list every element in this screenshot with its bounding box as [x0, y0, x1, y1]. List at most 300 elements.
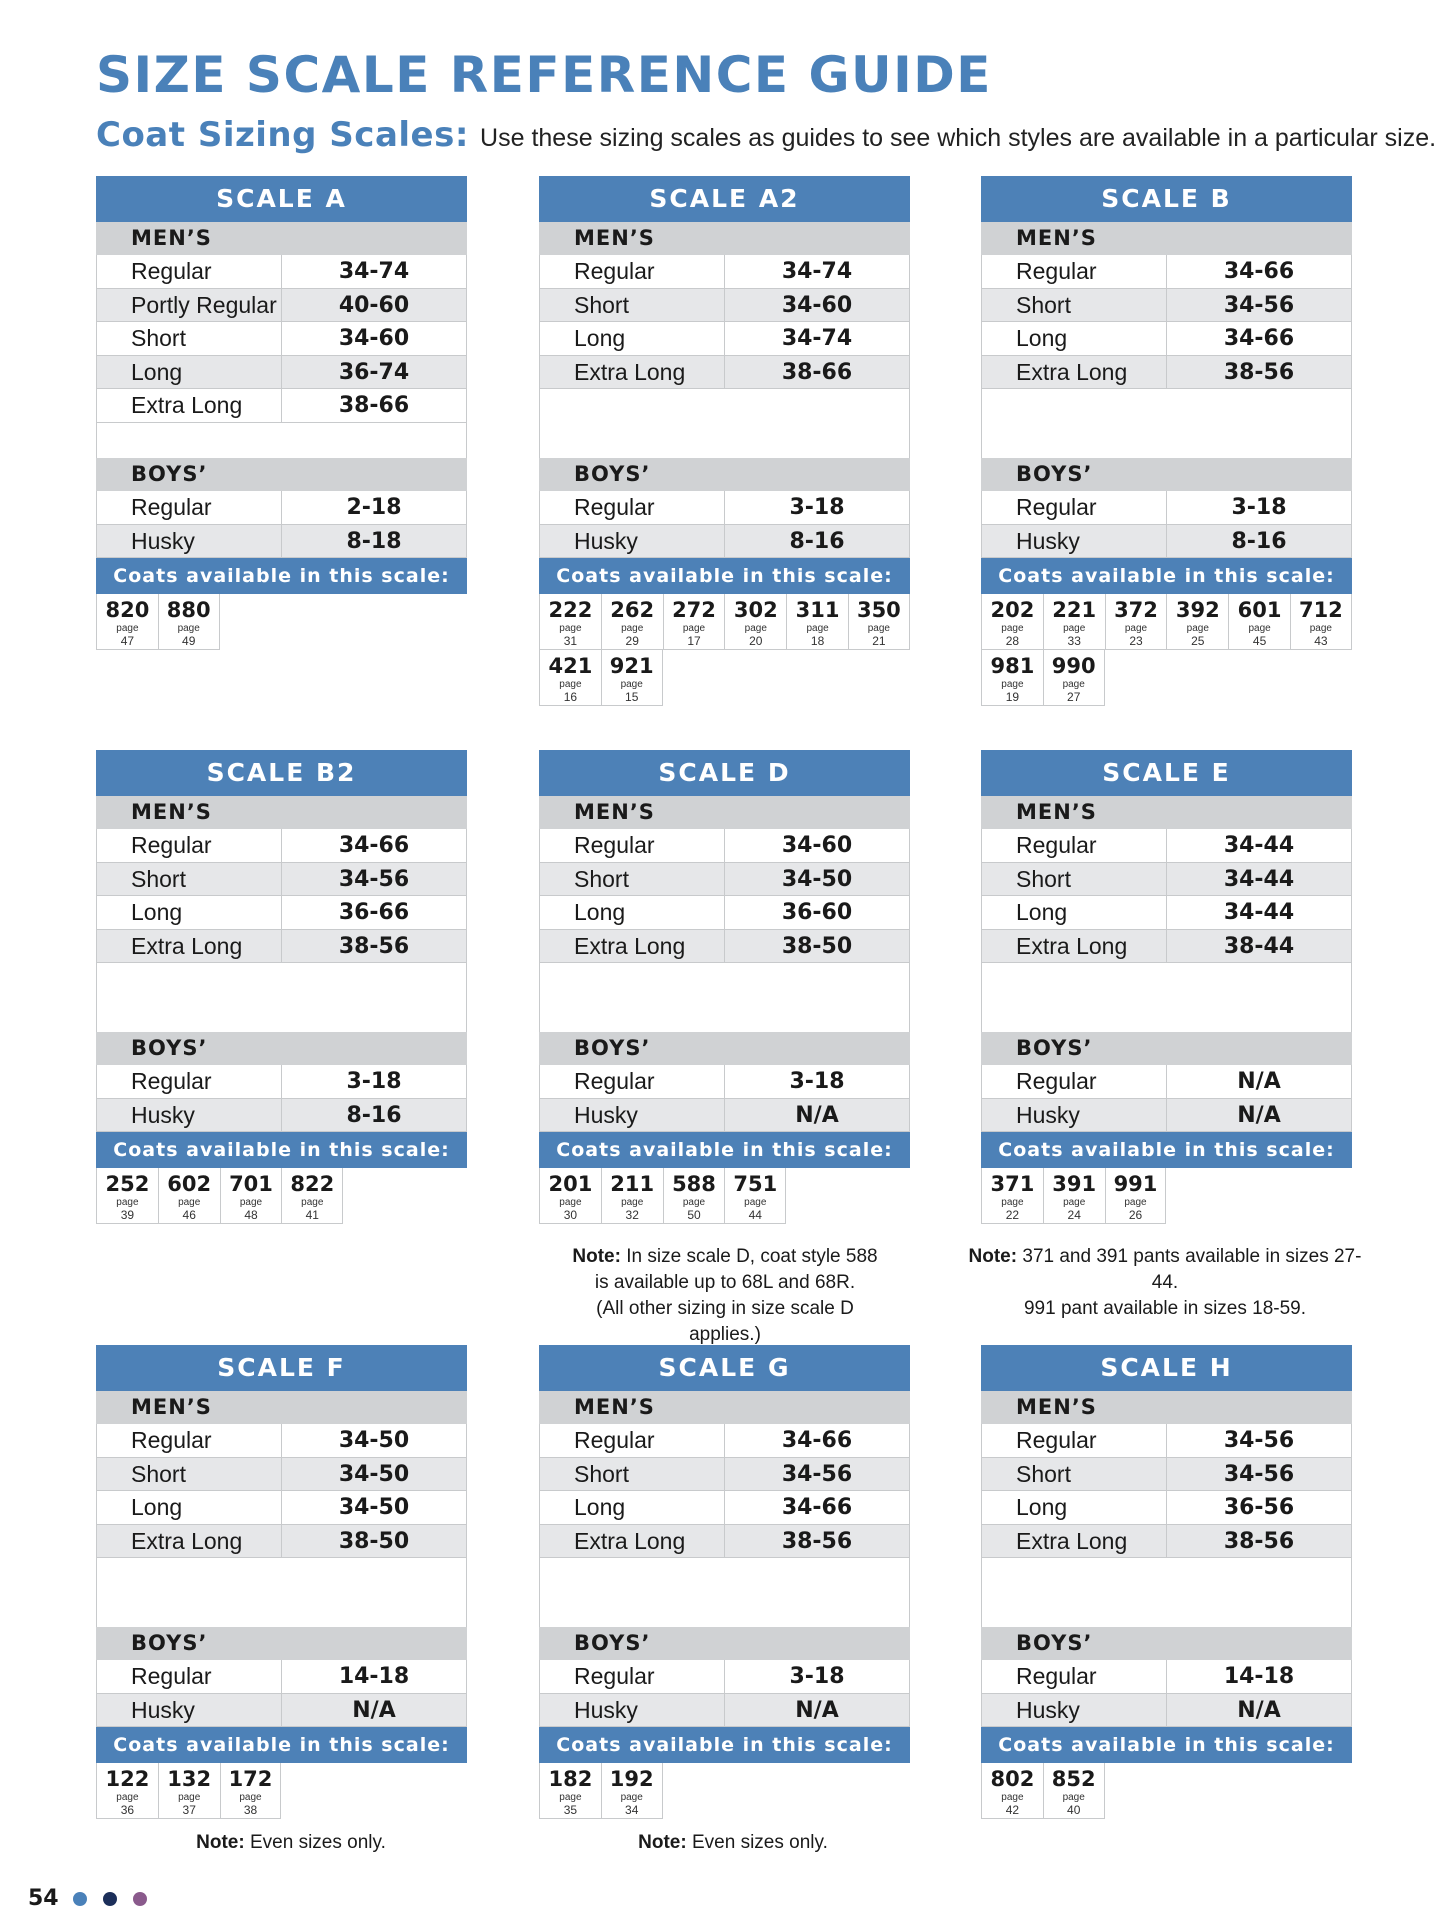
size-row	[540, 1065, 909, 1099]
boys-size-rows	[96, 491, 467, 558]
size-range-value: 34-56	[781, 1461, 853, 1487]
size-row	[97, 1424, 466, 1458]
mens-section-heading: MEN’S	[96, 1391, 467, 1424]
note-line	[560, 1244, 890, 1270]
coats-available-bar: Coats available in this scale:	[981, 558, 1352, 594]
size-row	[540, 289, 909, 323]
size-row	[97, 491, 466, 525]
size-range-value: 34-60	[338, 326, 410, 351]
boys-section-heading: BOYS’	[981, 458, 1352, 491]
coat-style-number: 588	[672, 1172, 716, 1196]
size-row	[540, 930, 909, 964]
size-row	[982, 863, 1351, 897]
note-scale-f	[141, 1830, 441, 1856]
coat-page-number: 20	[749, 634, 763, 648]
coat-style-cell	[158, 594, 220, 650]
coat-style-cell	[601, 650, 663, 706]
scale-card	[539, 1345, 910, 1819]
coat-style-number: 132	[167, 1767, 212, 1791]
size-range-value: 34-66	[781, 1428, 853, 1453]
size-fit-label: Long	[540, 1491, 725, 1524]
coat-page-number: 34	[625, 1803, 639, 1817]
size-row	[540, 1099, 909, 1133]
size-range-value: 34-50	[338, 1461, 410, 1487]
coat-style-number: 602	[167, 1172, 212, 1196]
size-range-value: 3-18	[789, 1069, 845, 1094]
scale-header: SCALE A2	[539, 176, 910, 222]
coat-style-number: 701	[229, 1172, 273, 1196]
coat-style-number: 202	[990, 598, 1035, 622]
size-range-value: 38-56	[338, 933, 410, 959]
note-line	[960, 1244, 1370, 1296]
coat-styles-list	[981, 1763, 1352, 1819]
size-row	[540, 1694, 909, 1728]
coat-style-cell	[158, 1763, 220, 1819]
size-row	[540, 1458, 909, 1492]
boys-section-heading: BOYS’	[539, 1032, 910, 1065]
coats-available-bar: Coats available in this scale:	[539, 1727, 910, 1763]
size-fit-label: Long	[97, 1491, 282, 1524]
coat-style-cell	[601, 1168, 663, 1224]
coat-page-number: 38	[243, 1803, 258, 1817]
coat-style-cell	[786, 594, 848, 650]
scale-card	[539, 176, 910, 706]
mens-section-heading: MEN’S	[981, 1391, 1352, 1424]
size-range-value: 34-56	[1223, 1428, 1295, 1453]
size-range-value: 34-66	[338, 833, 410, 858]
size-range-value: 36-66	[338, 900, 410, 925]
size-fit-label: Regular	[97, 1065, 282, 1098]
coat-style-cell	[539, 1168, 601, 1224]
page-subtitle	[96, 115, 1436, 155]
size-row	[97, 356, 466, 390]
size-range-value: N/A	[1237, 1069, 1281, 1094]
scale-header: SCALE E	[981, 750, 1352, 796]
boys-size-rows	[96, 1065, 467, 1132]
coat-style-number: 252	[105, 1172, 150, 1196]
size-row	[97, 289, 466, 323]
mens-section-heading: MEN’S	[981, 222, 1352, 255]
coat-page-number: 28	[1005, 634, 1020, 648]
subtitle-lead: Coat Sizing Scales:	[96, 115, 469, 155]
page-word-label: page	[682, 623, 706, 634]
size-range-value: 8-16	[789, 528, 845, 554]
note-scale-d	[560, 1244, 890, 1348]
size-range-value: 14-18	[1223, 1664, 1295, 1689]
size-row	[982, 1660, 1351, 1694]
note-label: Note:	[196, 1832, 245, 1853]
page-word-label: page	[1248, 623, 1271, 634]
size-range-value: 38-50	[781, 933, 853, 959]
footer-dot	[133, 1892, 147, 1906]
boys-size-rows	[96, 1660, 467, 1727]
page-word-label: page	[1063, 623, 1086, 634]
size-range-value: N/A	[795, 1102, 839, 1128]
note-line	[560, 1270, 890, 1296]
subtitle-text: Use these sizing scales as guides to see which styles are available in a particular size.	[480, 124, 1437, 152]
note-text: 991 pant available in sizes 18-59.	[1023, 1298, 1307, 1319]
coats-available-bar: Coats available in this scale:	[96, 1132, 467, 1168]
page-word-label: page	[116, 1792, 139, 1803]
size-range-value: 36-56	[1223, 1495, 1295, 1520]
coat-style-number: 302	[733, 598, 778, 622]
coat-styles-list	[539, 1763, 910, 1819]
coats-available-bar: Coats available in this scale:	[539, 1132, 910, 1168]
coat-style-cell	[981, 650, 1043, 706]
size-row	[982, 322, 1351, 356]
boys-size-rows	[981, 1660, 1352, 1727]
size-row	[540, 829, 909, 863]
coat-page-number: 32	[625, 1208, 639, 1222]
mens-size-rows	[539, 829, 910, 1032]
page-word-label: page	[559, 1792, 582, 1803]
coat-style-number: 371	[990, 1172, 1035, 1196]
mens-section-heading: MEN’S	[981, 796, 1352, 829]
size-fit-label: Extra Long	[97, 930, 282, 963]
mens-size-rows	[539, 1424, 910, 1627]
coat-style-cell	[1043, 1168, 1105, 1224]
note-text: Even sizes only.	[686, 1832, 828, 1853]
size-range-value: 36-60	[781, 900, 853, 925]
coats-available-bar: Coats available in this scale:	[981, 1132, 1352, 1168]
scale-header: SCALE D	[539, 750, 910, 796]
size-row	[540, 1660, 909, 1694]
size-fit-label: Regular	[97, 1660, 282, 1693]
scale-header: SCALE B2	[96, 750, 467, 796]
size-fit-label: Regular	[982, 829, 1167, 862]
note-label: Note:	[572, 1246, 621, 1267]
note-text: In size scale D, coat style 588	[620, 1246, 878, 1267]
size-range-value: 38-66	[338, 393, 410, 418]
size-range-value: 3-18	[789, 1664, 845, 1689]
page-word-label: page	[620, 679, 643, 690]
size-row	[97, 863, 466, 897]
coat-style-number: 372	[1114, 598, 1158, 622]
size-range-value: 34-44	[1223, 833, 1295, 858]
size-row	[97, 896, 466, 930]
size-fit-label: Regular	[97, 829, 282, 862]
page-word-label: page	[239, 1792, 262, 1803]
size-row	[97, 1099, 466, 1133]
size-fit-label: Husky	[982, 1694, 1167, 1727]
coat-style-cell	[981, 1763, 1043, 1819]
coat-style-number: 182	[548, 1767, 593, 1791]
boys-size-rows	[981, 1065, 1352, 1132]
boys-section-heading: BOYS’	[539, 458, 910, 491]
boys-size-rows	[539, 1660, 910, 1727]
coat-style-cell	[539, 1763, 601, 1819]
page-word-label: page	[1001, 1197, 1024, 1208]
size-range-value: 38-44	[1223, 933, 1295, 959]
size-row	[540, 255, 909, 289]
size-fit-label: Regular	[540, 491, 725, 524]
size-fit-label: Regular	[982, 1424, 1167, 1457]
size-fit-label: Husky	[540, 1694, 725, 1727]
size-range-value: 34-60	[781, 292, 853, 318]
size-row	[982, 1525, 1351, 1559]
size-range-value: 38-56	[1223, 359, 1295, 385]
coat-style-number: 991	[1113, 1172, 1158, 1196]
size-range-value: 3-18	[789, 495, 845, 520]
page-word-label: page	[301, 1197, 324, 1208]
size-range-value: 8-16	[1231, 528, 1287, 554]
coat-style-cell	[1043, 594, 1105, 650]
coat-page-number: 24	[1067, 1208, 1081, 1222]
size-range-value: N/A	[795, 1697, 839, 1723]
coat-style-cell	[96, 1763, 158, 1819]
page-word-label: page	[1001, 679, 1024, 690]
coat-style-number: 122	[105, 1767, 150, 1791]
size-range-value: 34-56	[1223, 1461, 1295, 1487]
coat-style-cell	[1290, 594, 1352, 650]
size-fit-label: Regular	[982, 255, 1167, 288]
coat-page-number: 16	[563, 690, 578, 704]
size-fit-label: Extra Long	[982, 356, 1167, 389]
scale-header: SCALE H	[981, 1345, 1352, 1391]
coat-style-number: 981	[990, 654, 1035, 678]
coat-style-cell	[1228, 594, 1290, 650]
size-range-value: N/A	[1237, 1102, 1281, 1128]
scale-card	[96, 750, 467, 1224]
coat-style-cell	[220, 1168, 282, 1224]
page-title: SIZE SCALE REFERENCE GUIDE	[96, 46, 992, 104]
coat-style-number: 392	[1175, 598, 1220, 622]
size-fit-label: Husky	[97, 525, 282, 558]
coat-page-number: 48	[244, 1208, 258, 1222]
size-range-value: 34-44	[1223, 866, 1295, 892]
size-range-value: 2-18	[346, 495, 402, 520]
coat-style-cell	[1043, 650, 1105, 706]
coat-page-number: 33	[1067, 634, 1081, 648]
size-row	[982, 1065, 1351, 1099]
size-fit-label: Regular	[540, 255, 725, 288]
page-word-label: page	[682, 1197, 706, 1208]
scale-card	[981, 750, 1352, 1224]
size-fit-label: Regular	[982, 1660, 1167, 1693]
size-fit-label: Long	[982, 896, 1167, 929]
size-fit-label: Extra Long	[97, 389, 282, 422]
coat-style-number: 852	[1051, 1767, 1096, 1791]
boys-section-heading: BOYS’	[96, 458, 467, 491]
size-range-value: 34-50	[338, 1495, 410, 1520]
size-row	[982, 356, 1351, 390]
scale-header: SCALE A	[96, 176, 467, 222]
size-range-value: N/A	[352, 1697, 396, 1723]
size-row	[982, 525, 1351, 559]
size-range-value: 38-50	[338, 1528, 410, 1554]
mens-size-rows	[981, 829, 1352, 1032]
mens-size-rows	[539, 255, 910, 458]
scale-header: SCALE F	[96, 1345, 467, 1391]
size-row	[982, 289, 1351, 323]
size-fit-label: Long	[982, 322, 1167, 355]
coat-style-number: 311	[795, 598, 840, 622]
scale-card	[981, 176, 1352, 706]
coats-available-bar: Coats available in this scale:	[981, 1727, 1352, 1763]
size-row	[540, 525, 909, 559]
page-word-label: page	[1001, 623, 1024, 634]
size-range-value: 34-66	[1223, 326, 1295, 351]
coat-style-cell	[539, 594, 601, 650]
coat-page-number: 29	[625, 634, 639, 648]
note-scale-g	[583, 1830, 883, 1856]
mens-size-rows	[96, 829, 467, 1032]
size-range-value: 34-50	[781, 866, 853, 892]
boys-section-heading: BOYS’	[539, 1627, 910, 1660]
coat-style-cell	[539, 650, 601, 706]
size-fit-label: Short	[982, 289, 1167, 322]
coat-style-cell	[601, 1763, 663, 1819]
page-word-label: page	[559, 1197, 582, 1208]
note-label: Note:	[638, 1832, 687, 1853]
size-fit-label: Extra Long	[982, 1525, 1167, 1558]
coat-page-number: 42	[1005, 1803, 1020, 1817]
size-row	[982, 1099, 1351, 1133]
coat-style-number: 350	[856, 598, 901, 622]
coat-page-number: 45	[1252, 634, 1267, 648]
size-row	[97, 1458, 466, 1492]
page-word-label: page	[806, 623, 829, 634]
size-fit-label: Short	[540, 289, 725, 322]
size-range-value: 34-74	[781, 259, 853, 284]
size-range-value: 3-18	[1231, 495, 1287, 520]
coat-style-cell	[1166, 594, 1228, 650]
coat-page-number: 18	[810, 634, 825, 648]
note-line	[560, 1296, 890, 1348]
scale-card	[539, 750, 910, 1224]
size-fit-label: Husky	[982, 1099, 1167, 1132]
coat-page-number: 22	[1005, 1208, 1020, 1222]
size-fit-label: Short	[982, 863, 1167, 896]
coats-available-bar: Coats available in this scale:	[539, 558, 910, 594]
coat-page-number: 17	[687, 634, 701, 648]
coat-style-number: 222	[548, 598, 593, 622]
coat-page-number: 44	[748, 1208, 762, 1222]
size-row	[540, 1491, 909, 1525]
size-range-value: 34-66	[781, 1495, 853, 1520]
coat-style-number: 822	[290, 1172, 335, 1196]
coat-style-number: 201	[548, 1172, 593, 1196]
size-range-value: 36-74	[338, 359, 410, 385]
size-fit-label: Regular	[982, 491, 1167, 524]
coat-style-cell	[96, 1168, 158, 1224]
mens-size-rows	[96, 1424, 467, 1627]
coat-style-cell	[663, 1168, 725, 1224]
footer-dot	[73, 1892, 87, 1906]
coat-style-cell	[220, 1763, 282, 1819]
size-fit-label: Short	[540, 863, 725, 896]
page-word-label: page	[867, 623, 890, 634]
page-word-label: page	[621, 623, 644, 634]
size-fit-label: Short	[97, 863, 282, 896]
coat-page-number: 41	[305, 1208, 319, 1222]
coat-page-number: 46	[182, 1208, 196, 1222]
size-fit-label: Long	[540, 896, 725, 929]
scale-card	[96, 1345, 467, 1819]
size-range-value: N/A	[1237, 1697, 1281, 1723]
size-range-value: 34-66	[1223, 259, 1295, 284]
mens-section-heading: MEN’S	[539, 222, 910, 255]
size-fit-label: Husky	[540, 1099, 725, 1132]
coat-style-cell	[281, 1168, 343, 1224]
coat-style-cell	[981, 594, 1043, 650]
size-row	[540, 322, 909, 356]
scale-header: SCALE G	[539, 1345, 910, 1391]
coat-page-number: 21	[872, 634, 886, 648]
size-range-value: 40-60	[338, 292, 410, 318]
size-row	[540, 896, 909, 930]
coat-style-number: 391	[1052, 1172, 1097, 1196]
page-word-label: page	[1309, 623, 1332, 634]
size-row	[982, 255, 1351, 289]
mens-section-heading: MEN’S	[539, 796, 910, 829]
size-range-value: 14-18	[338, 1664, 410, 1689]
coat-style-number: 880	[166, 598, 211, 622]
page-word-label: page	[1062, 1792, 1085, 1803]
coats-available-bar: Coats available in this scale:	[96, 558, 467, 594]
boys-size-rows	[539, 491, 910, 558]
page-word-label: page	[178, 1792, 201, 1803]
size-fit-label: Regular	[97, 1424, 282, 1457]
mens-size-rows	[981, 255, 1352, 458]
size-fit-label: Regular	[540, 1065, 725, 1098]
size-row	[540, 356, 909, 390]
page-word-label: page	[559, 623, 582, 634]
coats-available-bar: Coats available in this scale:	[96, 1727, 467, 1763]
coat-style-cell	[848, 594, 910, 650]
page-word-label: page	[1124, 1197, 1147, 1208]
mens-section-heading: MEN’S	[96, 222, 467, 255]
note-text: is available up to 68L and 68R.	[594, 1272, 856, 1293]
coat-style-cell	[724, 1168, 786, 1224]
note-line	[141, 1830, 441, 1856]
coat-style-number: 820	[105, 598, 150, 622]
size-row	[97, 1065, 466, 1099]
size-fit-label: Short	[97, 322, 282, 355]
coat-page-number: 47	[120, 634, 135, 648]
size-row	[97, 389, 466, 423]
size-fit-label: Extra Long	[982, 930, 1167, 963]
page-word-label: page	[621, 1197, 644, 1208]
coat-style-cell	[96, 594, 158, 650]
size-range-value: 34-60	[781, 833, 853, 858]
mens-section-heading: MEN’S	[96, 796, 467, 829]
scale-card	[981, 1345, 1352, 1819]
coat-styles-list	[96, 594, 467, 650]
coat-style-cell	[724, 594, 786, 650]
page-word-label: page	[239, 1197, 263, 1208]
boys-section-heading: BOYS’	[96, 1032, 467, 1065]
coat-style-number: 211	[610, 1172, 655, 1196]
size-row	[982, 896, 1351, 930]
size-row	[982, 829, 1351, 863]
size-range-value: 34-50	[338, 1428, 410, 1453]
size-range-value: 38-56	[1223, 1528, 1295, 1554]
size-range-value: 8-18	[346, 528, 402, 554]
size-row	[97, 255, 466, 289]
coat-styles-list	[539, 594, 910, 706]
boys-section-heading: BOYS’	[981, 1627, 1352, 1660]
coat-page-number: 36	[120, 1803, 135, 1817]
size-row	[982, 1491, 1351, 1525]
coat-styles-list	[981, 1168, 1352, 1224]
coat-style-cell	[601, 594, 663, 650]
boys-section-heading: BOYS’	[96, 1627, 467, 1660]
scale-card	[96, 176, 467, 650]
size-fit-label: Extra Long	[540, 930, 725, 963]
size-range-value: 34-56	[338, 866, 410, 892]
coat-page-number: 43	[1314, 634, 1328, 648]
